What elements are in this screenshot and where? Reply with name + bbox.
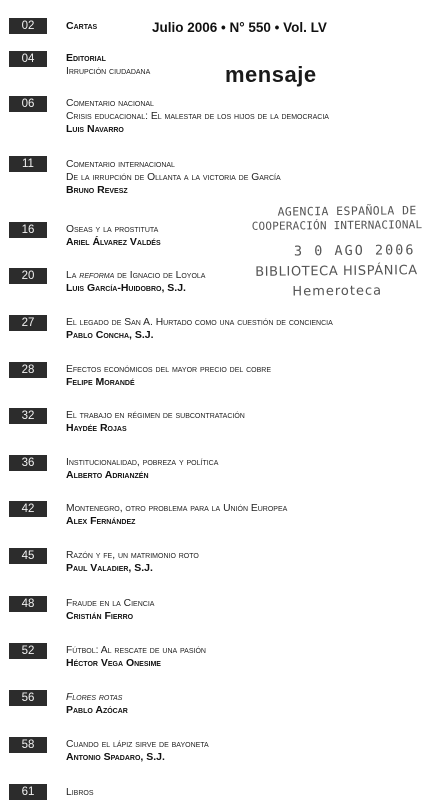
entry-text xyxy=(66,20,431,33)
entry-title: De la irrupción de Ollanta a la victoria de García xyxy=(66,172,281,183)
entry-text xyxy=(66,644,431,670)
page-number: 36 xyxy=(9,455,47,471)
entry-text xyxy=(66,316,431,342)
page-number: 42 xyxy=(9,501,47,517)
entry-title: Cuando el lápiz sirve de bayoneta xyxy=(66,739,209,750)
entry-title: Irrupción ciudadana xyxy=(66,66,151,77)
page-number: 02 xyxy=(9,18,47,34)
entry-author: Luis García-Huidobro, S.J. xyxy=(66,282,186,294)
entry-title: Fraude en la Ciencia xyxy=(66,598,155,609)
entry-title: Razón y fe, un matrimonio roto xyxy=(66,550,199,561)
section-label: Comentario nacional xyxy=(66,98,154,109)
stamp-date: 3 0 AGO 2006 xyxy=(293,242,416,260)
page-number: 45 xyxy=(9,548,47,564)
magazine-logo: mensaje xyxy=(225,62,317,87)
page-number: 06 xyxy=(9,96,47,112)
entry-text xyxy=(66,52,431,78)
entry-author: Alex Fernández xyxy=(66,515,136,527)
entry-text xyxy=(66,269,431,295)
page-number: 16 xyxy=(9,222,47,238)
entry-author: Cristián Fierro xyxy=(66,610,134,622)
entry-text xyxy=(66,409,431,435)
entry-author: Felipe Morandé xyxy=(66,376,135,388)
stamp-line-4: BIBLIOTECA HISPÁNICA xyxy=(255,263,418,280)
page-number: 48 xyxy=(9,596,47,612)
page-number: 58 xyxy=(9,737,47,753)
stamp-line-2: COOPERACIÓN INTERNACIONAL xyxy=(251,218,423,233)
entry-title: Fútbol: Al rescate de una pasión xyxy=(66,645,206,656)
entry-title: Cartas xyxy=(66,20,98,32)
entry-author: Luis Navarro xyxy=(66,123,124,135)
entry-text xyxy=(66,363,431,389)
entry-author: Pablo Azócar xyxy=(66,704,128,716)
page-number: 27 xyxy=(9,315,47,331)
stamp-line-5: Hemeroteca xyxy=(292,283,383,300)
entry-text xyxy=(66,549,431,575)
page-number: 04 xyxy=(9,51,47,67)
section-label: Editorial xyxy=(66,52,106,64)
entry-title: Montenegro, otro problema para la Unión Europea xyxy=(66,503,288,514)
entry-text xyxy=(66,691,431,717)
page-number: 56 xyxy=(9,690,47,706)
stamp-line-1: AGENCIA ESPAÑOLA DE xyxy=(277,203,417,219)
entry-title: Oseas y la prostituta xyxy=(66,224,159,235)
entry-author: Bruno Revesz xyxy=(66,184,128,196)
entry-text xyxy=(66,97,431,136)
entry-text xyxy=(66,786,431,799)
entry-text xyxy=(66,738,431,764)
issue-header: Julio 2006 • N° 550 • Vol. LV xyxy=(152,20,327,35)
entry-author: Héctor Vega Onesime xyxy=(66,657,161,669)
entry-text xyxy=(66,223,431,249)
entry-author: Haydée Rojas xyxy=(66,422,127,434)
page-number: 11 xyxy=(9,156,47,172)
entry-text xyxy=(66,158,431,197)
entry-title: Crisis educacional: El malestar de los hijos de la democracia xyxy=(66,111,329,122)
entry-author: Ariel Álvarez Valdés xyxy=(66,236,161,248)
entry-text xyxy=(66,502,431,528)
entry-text xyxy=(66,597,431,623)
entry-title: El legado de San A. Hurtado como una cuestión de conciencia xyxy=(66,317,333,328)
page-number: 20 xyxy=(9,268,47,284)
entry-title: La reforma de Ignacio de Loyola xyxy=(66,270,206,281)
entry-author: Alberto Adrianzén xyxy=(66,469,149,481)
entry-title: Flores rotas xyxy=(66,692,123,703)
page-number: 61 xyxy=(9,784,47,800)
page-number: 32 xyxy=(9,408,47,424)
entry-title: Institucionalidad, pobreza y política xyxy=(66,457,219,468)
entry-author: Pablo Concha, S.J. xyxy=(66,329,154,341)
entry-text xyxy=(66,456,431,482)
entry-title: Libros xyxy=(66,787,94,798)
entry-title: El trabajo en régimen de subcontratación xyxy=(66,410,245,421)
entry-author: Paul Valadier, S.J. xyxy=(66,562,153,574)
page-number: 52 xyxy=(9,643,47,659)
page-number: 28 xyxy=(9,362,47,378)
entry-author: Antonio Spadaro, S.J. xyxy=(66,751,165,763)
entry-title: Efectos económicos del mayor precio del cobre xyxy=(66,364,272,375)
section-label: Comentario internacional xyxy=(66,159,175,170)
